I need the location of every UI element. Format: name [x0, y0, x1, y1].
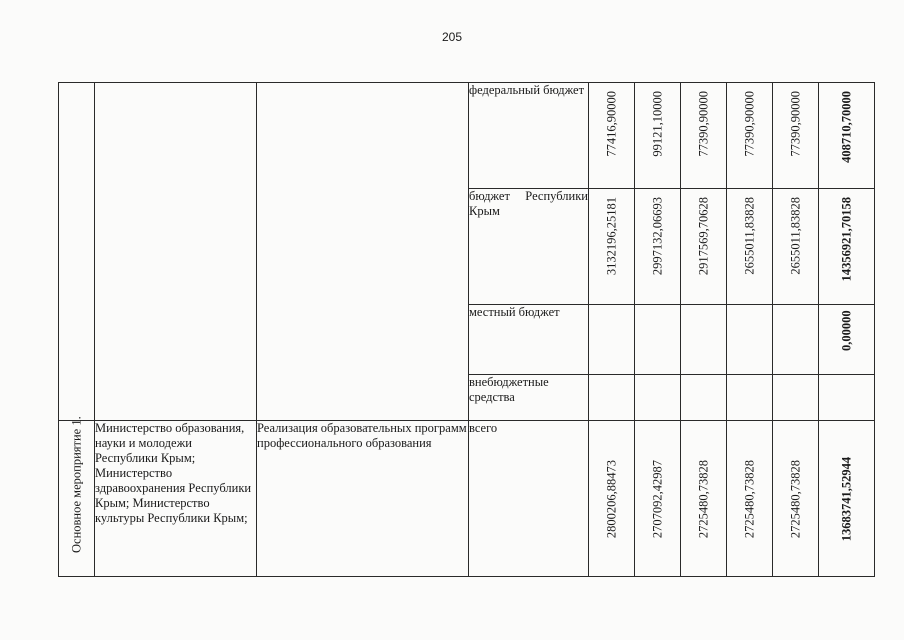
total-value: 14356921,70158 — [839, 197, 853, 282]
total-value: 13683741,52944 — [839, 456, 853, 541]
funding-source-label: федеральный бюджет — [469, 83, 585, 97]
executor-text: Министерство образования, науки и молодежи Республики Крым; Министерство здравоохранения Республики Крым; Министерство культуры Республики Крым; — [95, 421, 252, 525]
value-cell — [727, 421, 773, 577]
event-label-cell-empty — [59, 83, 95, 421]
value-cell — [773, 189, 819, 305]
value-cell — [635, 83, 681, 189]
year-value: 2707092,42987 — [650, 459, 664, 538]
funding-source-cell — [469, 83, 589, 189]
page-number: 205 — [441, 30, 463, 44]
year-value: 2655011,83828 — [742, 197, 756, 275]
description-cell-empty — [257, 83, 469, 421]
value-cell — [589, 83, 635, 189]
value-cell — [589, 421, 635, 577]
executor-cell — [95, 421, 257, 577]
event-label: Основное мероприятие 1. — [69, 416, 83, 553]
value-cell — [727, 83, 773, 189]
total-cell — [819, 83, 875, 189]
year-value: 77390,90000 — [742, 91, 756, 157]
year-value: 2725480,73828 — [742, 459, 756, 538]
year-value: 2725480,73828 — [788, 459, 802, 538]
value-cell — [773, 421, 819, 577]
value-cell — [589, 375, 635, 421]
value-cell — [681, 375, 727, 421]
value-cell — [727, 189, 773, 305]
year-value: 2725480,73828 — [696, 459, 710, 538]
budget-table — [58, 82, 875, 577]
value-cell — [635, 421, 681, 577]
year-value: 99121,10000 — [650, 91, 664, 157]
funding-source-label: всего — [469, 421, 498, 435]
value-cell — [635, 189, 681, 305]
value-cell — [589, 305, 635, 375]
value-cell — [589, 189, 635, 305]
value-cell — [773, 375, 819, 421]
year-value: 2800206,88473 — [604, 459, 618, 538]
description-cell — [257, 421, 469, 577]
description-text: Реализация образовательных программ профессионального образования — [257, 421, 467, 450]
value-cell — [681, 421, 727, 577]
total-value: 408710,70000 — [839, 91, 853, 163]
year-value: 77390,90000 — [788, 91, 802, 157]
value-cell — [773, 83, 819, 189]
funding-source-label: местный бюджет — [469, 305, 560, 319]
value-cell — [727, 305, 773, 375]
value-cell — [635, 375, 681, 421]
year-value: 3132196,25181 — [604, 197, 618, 276]
funding-source-cell — [469, 375, 589, 421]
funding-source-label: бюджет Республики Крым — [469, 189, 588, 218]
value-cell — [681, 189, 727, 305]
total-cell — [819, 375, 875, 421]
year-value: 2997132,06693 — [650, 197, 664, 276]
total-value: 0,00000 — [839, 310, 853, 351]
table-row — [59, 83, 875, 189]
year-value: 2655011,83828 — [788, 197, 802, 275]
funding-source-label: внебюджетные средства — [469, 375, 549, 404]
year-value: 77416,90000 — [604, 91, 618, 157]
table-row — [59, 421, 875, 577]
value-cell — [773, 305, 819, 375]
funding-source-cell — [469, 305, 589, 375]
value-cell — [681, 305, 727, 375]
value-cell — [727, 375, 773, 421]
executor-cell-empty — [95, 83, 257, 421]
year-value: 77390,90000 — [696, 91, 710, 157]
event-label-cell — [59, 416, 95, 577]
value-cell — [635, 305, 681, 375]
total-cell — [819, 305, 875, 375]
funding-source-cell — [469, 421, 589, 577]
funding-source-cell — [469, 189, 589, 305]
year-value: 2917569,70628 — [696, 197, 710, 276]
total-cell — [819, 421, 875, 577]
value-cell — [681, 83, 727, 189]
total-cell — [819, 189, 875, 305]
